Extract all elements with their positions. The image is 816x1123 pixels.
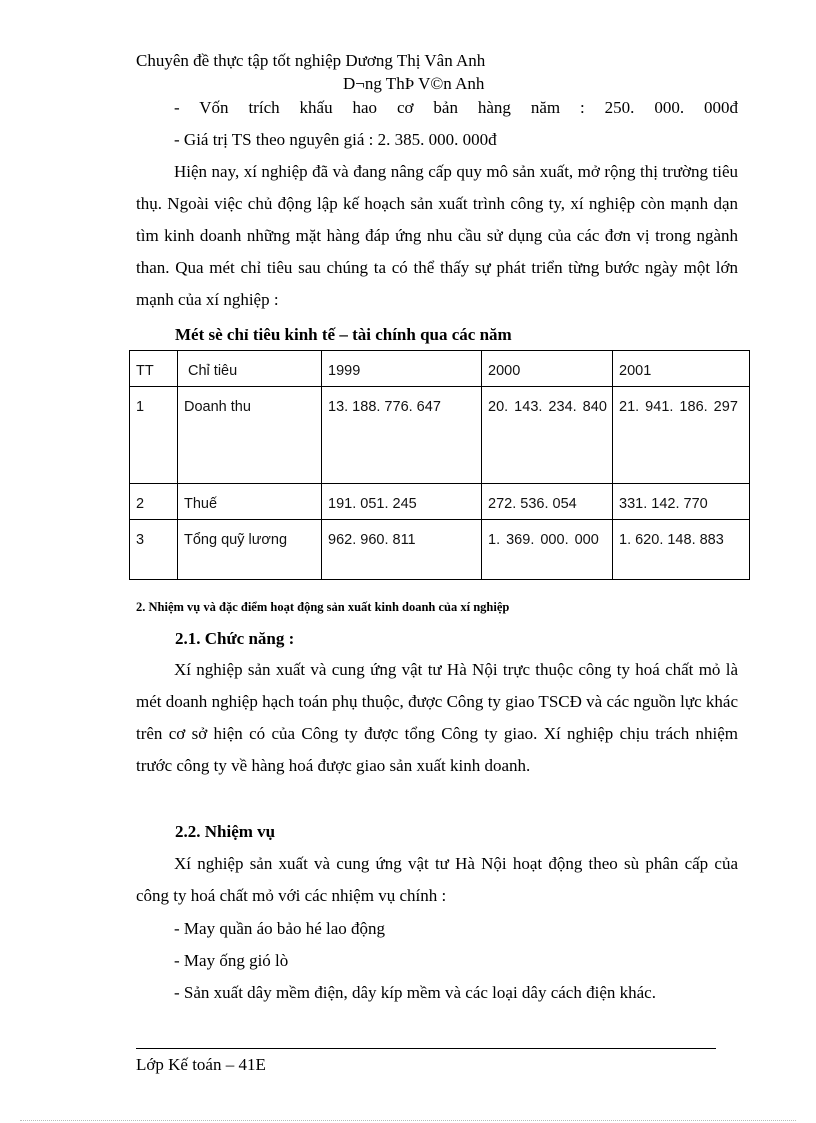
table-cell: 191. 051. 245 (322, 484, 482, 520)
stats-table (129, 350, 750, 580)
table-cell: 20. 143. 234. 840 (482, 387, 613, 484)
paragraph-text: Xí nghiệp sản xuất và cung ứng vật tư Hà Nội hoạt động theo sù phân cấp của công ty hoá chất mỏ với các nhiệm vụ chính : (136, 854, 738, 905)
table-cell: Tổng quỹ lương (178, 520, 322, 580)
table-header-cell: 1999 (322, 351, 482, 387)
footer-divider (136, 1048, 716, 1049)
table-row (130, 484, 750, 520)
table-header-cell: 2000 (482, 351, 613, 387)
intro-line-asset-value: - Giá trị TS theo nguyên giá : 2. 385. 000. 000đ (174, 130, 497, 149)
page-footer: Lớp Kế toán – 41E (136, 1055, 266, 1074)
paragraph-function (136, 654, 738, 782)
paragraph-text: Hiện nay, xí nghiệp đã và đang nâng cấp quy mô sản xuất, mở rộng thị trường tiêu thụ. Ngoài việc chủ động lập kế hoạch sản xuất trình công ty, xí nghiệp còn mạnh dạn tìm kinh doanh những mặt hàng đáp ứng nhu cầu sử dụng của các đơn vị trong ngành than. Qua mét chỉ tiêu sau chúng ta có thể thấy sự phát triển từng bước ngày một lớn mạnh của xí nghiệp : (136, 162, 738, 309)
table-header-cell: TT (130, 351, 178, 387)
table-cell: 21. 941. 186. 297 (613, 387, 750, 484)
table-cell: 13. 188. 776. 647 (322, 387, 482, 484)
subsection-2-1-heading: 2.1. Chức năng : (175, 629, 295, 648)
table-cell: Thuế (178, 484, 322, 520)
table-cell: 1. 369. 000. 000 (482, 520, 613, 580)
task-item: - Sản xuất dây mềm điện, dây kíp mềm và các loại dây cách điện khác. (174, 983, 656, 1002)
table-cell: 272. 536. 054 (482, 484, 613, 520)
section-2-heading: 2. Nhiệm vụ và đặc điểm hoạt động sản xuất kinh doanh của xí nghiệp (136, 600, 510, 614)
paragraph-text: Xí nghiệp sản xuất và cung ứng vật tư Hà Nội trực thuộc công ty hoá chất mỏ là mét doanh nghiệp hạch toán phụ thuộc, được Công ty giao TSCĐ và các nguồn lực khác trên cơ sở hiện có của Công ty được tổng Công ty giao. Xí nghiệp chịu trách nhiệm trước công ty về hàng hoá được giao sản xuất kinh doanh. (136, 660, 738, 775)
task-item: - May quần áo bảo hé lao động (174, 919, 386, 938)
page-header-title: Chuyên đề thực tập tốt nghiệp Dương Thị Vân Anh (136, 51, 486, 70)
table-title: Mét sè chỉ tiêu kinh tế – tài chính qua các năm (175, 325, 512, 344)
paragraph-development (136, 156, 738, 316)
table-header-cell: Chỉ tiêu (178, 351, 322, 387)
table-row (130, 387, 750, 484)
table-cell: 3 (130, 520, 178, 580)
subsection-2-2-heading: 2.2. Nhiệm vụ (175, 822, 276, 841)
table-cell: 331. 142. 770 (613, 484, 750, 520)
table-cell: Doanh thu (178, 387, 322, 484)
table-header-row (130, 351, 750, 387)
table-row (130, 520, 750, 580)
table-cell: 2 (130, 484, 178, 520)
table-cell: 1 (130, 387, 178, 484)
page-header-author-legacy: D¬ng ThÞ V©n Anh (343, 74, 485, 93)
table-cell: 962. 960. 811 (322, 520, 482, 580)
page-edge-dotted-line (20, 1120, 796, 1121)
task-item: - May ống gió lò (174, 951, 289, 970)
intro-line-depreciation: - Vốn trích khấu hao cơ bản hàng năm : 250. 000. 000đ (174, 98, 738, 117)
table-header-cell: 2001 (613, 351, 750, 387)
table-cell: 1. 620. 148. 883 (613, 520, 750, 580)
paragraph-duties (136, 848, 738, 912)
